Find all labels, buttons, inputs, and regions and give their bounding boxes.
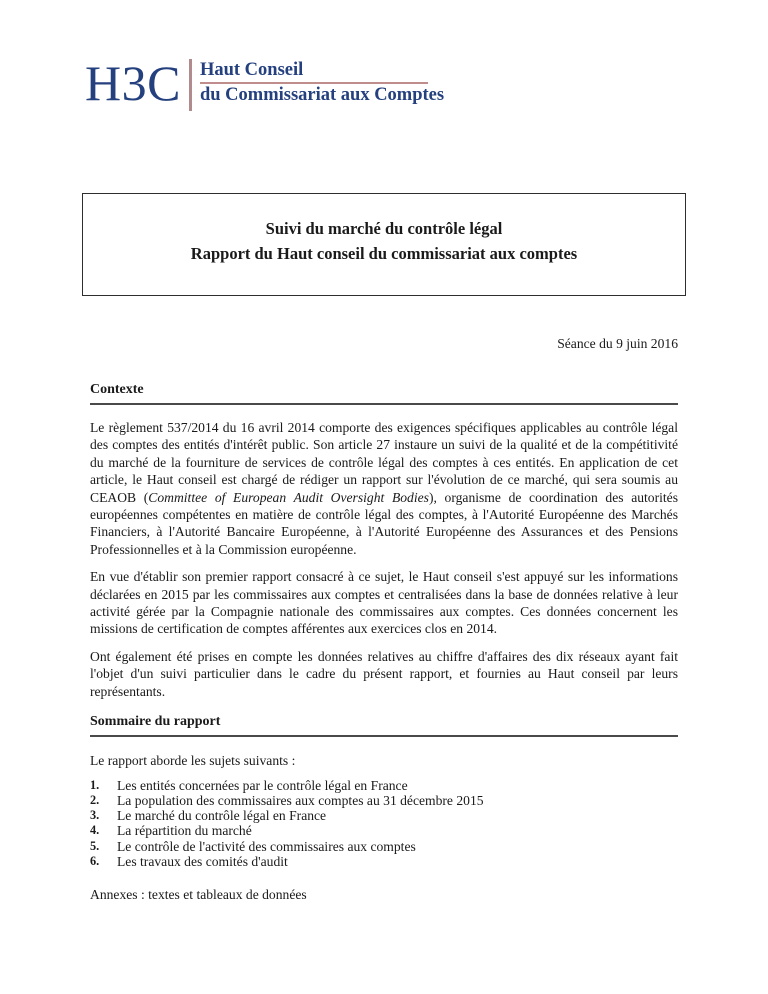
paragraph1-text-after: ), organisme de coordination des autorités européennes compétentes en matière de contrôle légal des comptes, à l'Autorité Européenne des Marchés Financiers, à l'Autorité Bancaire Européenne, à l'Autorité Européenne des Assurances et des Pensions Professionnelles et à la Commission européenne. bbox=[90, 489, 679, 557]
logo-line1: Haut Conseil bbox=[199, 60, 304, 80]
list-item-text: La population des commissaires aux comptes au 31 décembre 2015 bbox=[117, 792, 484, 808]
h3c-logo-acronym: H3C bbox=[85, 55, 181, 111]
list-item-text: Les entités concernées par le contrôle légal en France bbox=[117, 777, 408, 793]
contexte-paragraph-1 bbox=[90, 419, 678, 558]
report-title-line2: Rapport du Haut conseil du commissariat aux comptes bbox=[190, 244, 578, 263]
list-item-text: Le marché du contrôle légal en France bbox=[117, 808, 327, 824]
list-item-number: 6. bbox=[90, 853, 100, 868]
list-item-number: 3. bbox=[90, 808, 100, 823]
paragraph1-italic-title: Committee of European Audit Oversight Bodies bbox=[148, 489, 429, 505]
logo-horizontal-rule bbox=[200, 82, 428, 84]
list-item bbox=[90, 808, 678, 823]
report-title-line1: Suivi du marché du contrôle légal bbox=[265, 219, 503, 238]
list-item-text: Le contrôle de l'activité des commissaires aux comptes bbox=[117, 838, 416, 854]
sommaire-intro: Le rapport aborde les sujets suivants : bbox=[90, 753, 296, 769]
contexte-heading: Contexte bbox=[90, 382, 678, 405]
list-item-number: 2. bbox=[90, 792, 100, 807]
list-item bbox=[90, 854, 678, 869]
sommaire-list bbox=[90, 778, 678, 870]
list-item-text: Les travaux des comités d'audit bbox=[117, 853, 288, 869]
paragraph1-text-before: Le règlement 537/2014 du 16 avril 2014 comporte des exigences spécifiques applicables au contrôle légal des comptes des entités d'intérêt public. Son article 27 instaure un suivi de la qualité et de la compétitivité du marché de la fourniture de services de contrôle légal des comptes à ces entités. En application de cet article, le Haut conseil est chargé de rédiger un rapport sur l'évolution de ce marché, qui sera soumis au CEAOB ( bbox=[90, 420, 678, 505]
logo-line2: du Commissariat aux Comptes bbox=[199, 85, 445, 105]
list-item bbox=[90, 793, 678, 808]
report-title-box bbox=[82, 193, 686, 296]
list-item-number: 4. bbox=[90, 823, 100, 838]
list-item bbox=[90, 778, 678, 793]
logo-divider-bar bbox=[189, 59, 192, 111]
annexes-line: Annexes : textes et tableaux de données bbox=[90, 887, 307, 903]
list-item-number: 1. bbox=[90, 777, 100, 792]
contexte-paragraph-2: En vue d'établir son premier rapport consacré à ce sujet, le Haut conseil s'est appuyé sur les informations déclarées en 2015 par les commissaires aux comptes et centralisées dans la base de données relative à leur activité gérée par la Compagnie nationale des commissaires aux comptes. Ces données concernent les missions de certification de comptes afférentes aux exercices clos en 2014. bbox=[90, 569, 678, 637]
contexte-paragraph-3: Ont également été prises en compte les données relatives au chiffre d'affaires des dix réseaux ayant fait l'objet d'un suivi particulier dans le cadre du présent rapport, et fournies au Haut conseil par leurs représentants. bbox=[90, 648, 678, 699]
list-item bbox=[90, 823, 678, 838]
h3c-logo bbox=[85, 55, 678, 112]
session-date: Séance du 9 juin 2016 bbox=[557, 336, 678, 351]
list-item bbox=[90, 839, 678, 854]
sommaire-heading: Sommaire du rapport bbox=[90, 714, 678, 737]
logo-text-block bbox=[200, 58, 444, 106]
list-item-number: 5. bbox=[90, 838, 100, 853]
list-item-text: La répartition du marché bbox=[117, 823, 252, 839]
